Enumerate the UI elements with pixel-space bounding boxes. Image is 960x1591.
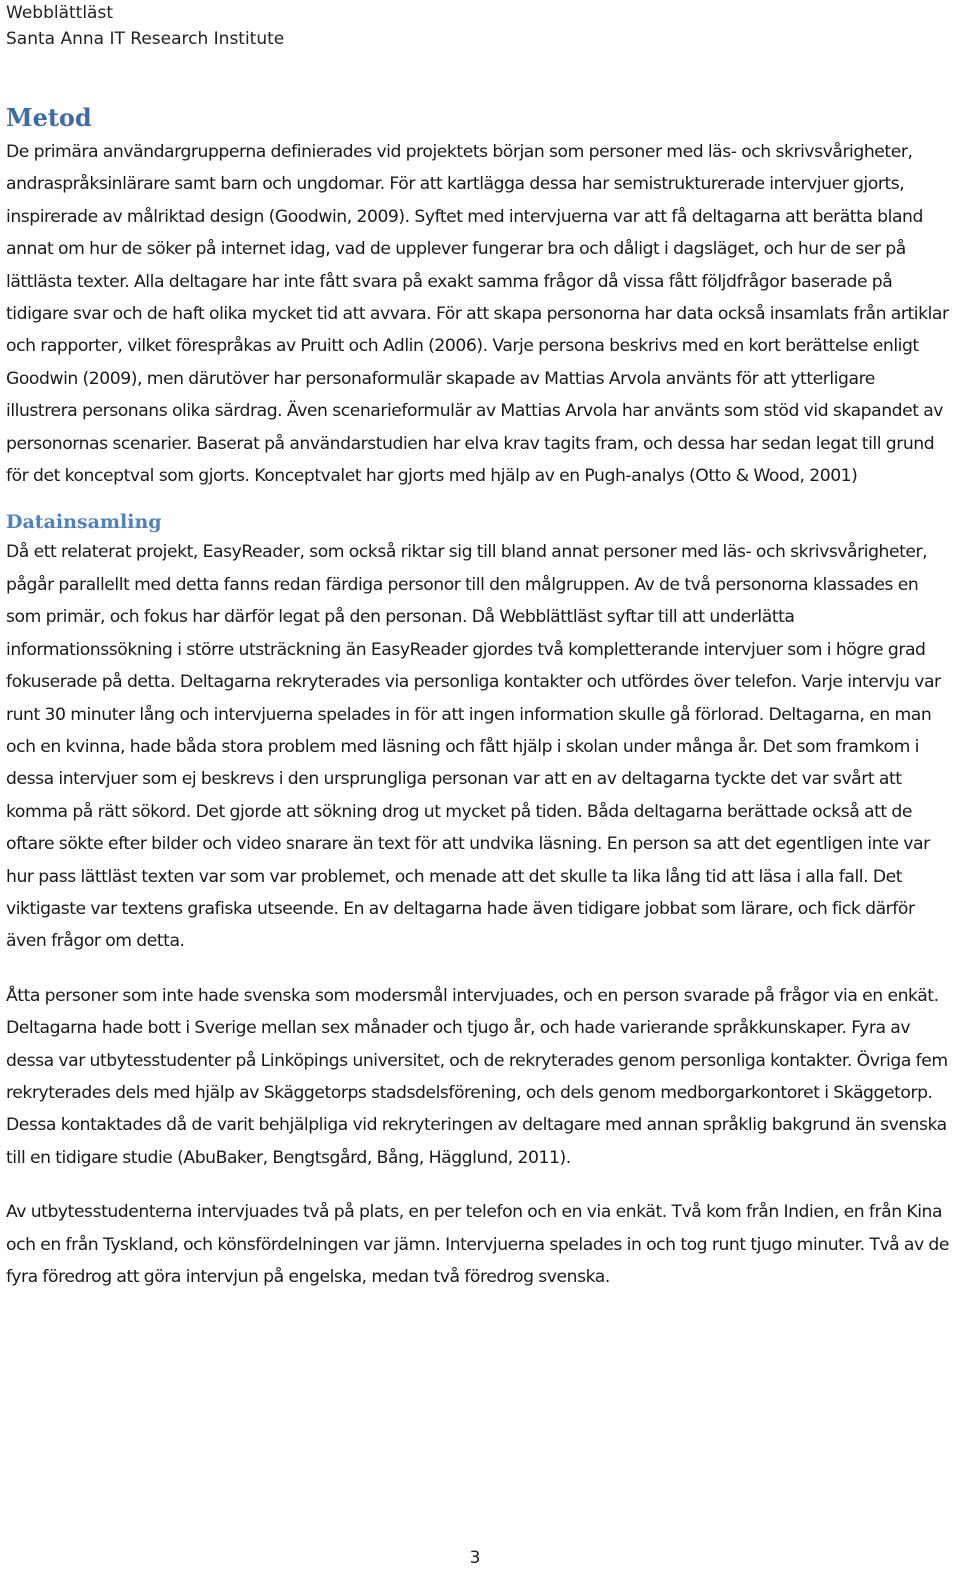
section-heading-metod: Metod xyxy=(6,103,92,132)
organization-name: Santa Anna IT Research Institute xyxy=(6,29,285,49)
paragraph: Av utbytesstudenterna intervjuades två på plats, en per telefon och en via enkät. Två kom från Indien, en från Kina och en från Tyskland, och könsfördelningen var jämn. Intervjuerna spelades in och tog runt tjugo minuter. Två av de fyra föredrog att göra intervjun på engelska, medan två föredrog svenska. xyxy=(6,1202,950,1287)
paragraph: De primära användargrupperna definierades vid projektets början som personer med läs- och skrivsvårigheter, andraspråksinlärare samt barn och ungdomar. För att kartlägga dessa har semistrukturerade intervjuer gjorts, inspirerade av målriktad design (Goodwin, 2009). Syftet med intervjuerna var att få deltagarna att berätta bland annat om hur de söker på internet idag, vad de upplever fungerar bra och dåligt i dagsläget, och hur de ser på lättlästa texter. Alla deltagare har inte fått svara på exakt samma frågor då vissa fått följdfrågor baserade på tidigare svar och de haft olika mycket tid att avvara. För att skapa personorna har data också insamlats från artiklar och rapporter, vilket förespråkas av Pruitt och Adlin (2006). Varje persona beskrivs med en kort berättelse enligt Goodwin (2009), men därutöver har personaformulär skapade av Mattias Arvola använts för att ytterligare illustrera personans olika särdrag. Även scenarieformulär av Mattias Arvola har använts som stöd vid skapandet av personornas scenarier. Baserat på användarstudien har elva krav tagits fram, och dessa har sedan legat till grund för det konceptval som gjorts. Konceptvalet har gjorts med hjälp av en Pugh-analys (Otto & Wood, 2001) xyxy=(6,142,949,487)
page-number: 3 xyxy=(469,1548,481,1568)
document-title: Webblättläst xyxy=(6,3,113,23)
paragraph: Åtta personer som inte hade svenska som modersmål intervjuades, och en person svarade på frågor via en enkät. Deltagarna hade bott i Sverige mellan sex månader och tjugo år, och hade varierande språkkunskaper. Fyra av dessa var utbytesstudenter på Linköpings universitet, och de rekryterades genom personliga kontakter. Övriga fem rekryterades dels med hjälp av Skäggetorps stadsdelsförening, och dels genom medborgarkontoret i Skäggetorp. Dessa kontaktades då de varit behjälpliga vid rekryteringen av deltagare med annan språklig bakgrund än svenska till en tidigare studie (AbuBaker, Bengtsgård, Bång, Hägglund, 2011). xyxy=(6,985,948,1168)
document-body xyxy=(6,100,950,1293)
paragraph: Då ett relaterat projekt, EasyReader, som också riktar sig till bland annat personer med läs- och skrivsvårigheter, pågår parallellt med detta fanns redan färdiga personor till den målgruppen. Av de två personorna klassades en som primär, och fokus har därför legat på den personan. Då Webblättläst syftar till att underlätta informationssökning i större utsträckning än EasyReader gjordes två kompletterande intervjuer som i högre grad fokuserade på detta. Deltagarna rekryterades via personliga kontakter och utfördes över telefon. Varje intervju var runt 30 minuter lång och intervjuerna spelades in för att ingen information skulle gå förlorad. Deltagarna, en man och en kvinna, hade båda stora problem med läsning och fått hjälp i skolan under många år. Det som framkom i dessa intervjuer som ej beskrevs i den ursprungliga personan var att en av deltagarna tyckte det var svårt att komma på rätt sökord. Det gjorde att sökning drog ut mycket på tiden. Båda deltagarna berättade också att de oftare sökte efter bilder och video snarare än text för att undvika läsning. En person sa att det egentligen inte var hur pass lättläst texten var som var problemet, och menade att det skulle ta lika lång tid att läsa i alla fall. Det viktigaste var textens grafiska utseende. En av deltagarna hade även tidigare jobbat som lärare, och fick därför även frågor om detta. xyxy=(6,542,941,952)
running-header xyxy=(6,0,284,52)
subsection-heading-datainsamling: Datainsamling xyxy=(6,511,162,534)
